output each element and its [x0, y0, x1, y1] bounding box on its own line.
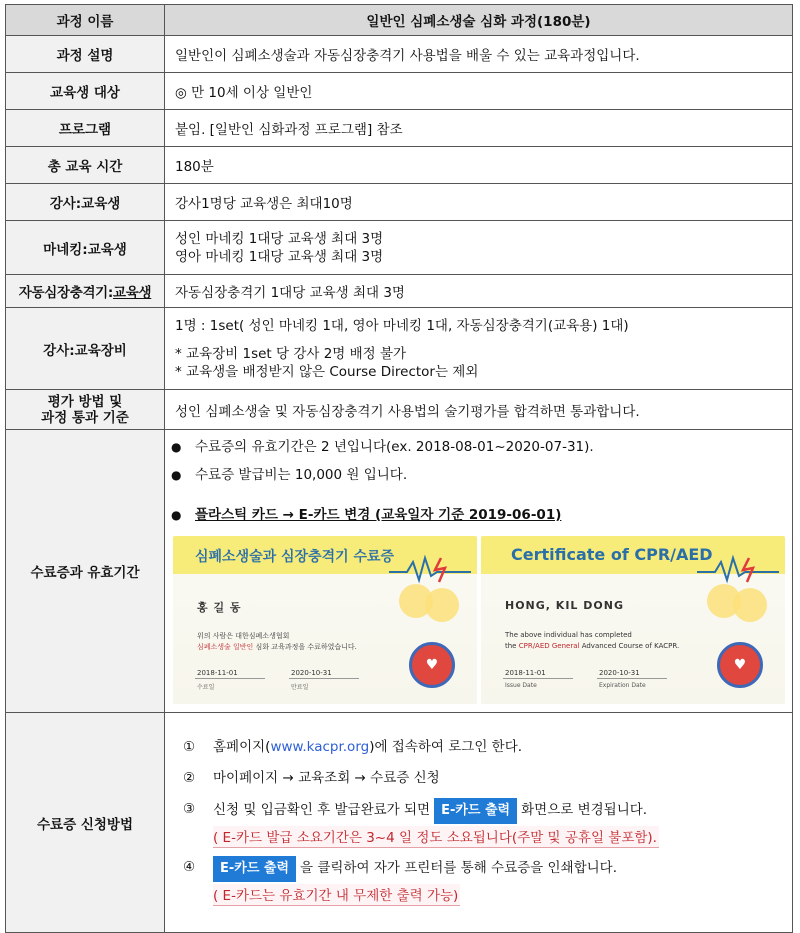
step-number: ② — [183, 769, 196, 786]
equipment-note-1: * 교육장비 1set 당 강사 2명 배정 불가 — [175, 345, 407, 362]
label-program: 프로그램 — [6, 110, 165, 147]
card-holder-name: HONG, KIL DONG — [505, 599, 624, 612]
step-3 — [183, 798, 792, 824]
header-row — [6, 5, 793, 36]
value-evaluation: 성인 심폐소생술 및 자동심장충격기 사용법의 술기평가를 합격하면 통과합니다. — [165, 390, 793, 430]
row-instructor-ratio — [6, 184, 793, 221]
step-3-post: 화면으로 변경됩니다. — [521, 801, 648, 818]
value-instructor-ratio: 강사1명당 교육생은 최대10명 — [165, 184, 793, 221]
note-unlimited-print-text: ( E-카드는 유효기간 내 무제한 출력 가능) — [213, 884, 460, 906]
card-issue-date: 2018-11-01 — [505, 669, 546, 677]
course-info-table — [5, 4, 793, 933]
label-target: 교육생 대상 — [6, 73, 165, 110]
ecard-print-button[interactable]: E-카드 출력 — [213, 856, 296, 882]
manikin-infant-line: 영아 마네킹 1대당 교육생 최대 3명 — [175, 248, 384, 265]
header-course-name-value: 일반인 심폐소생술 심화 과정(180분) — [165, 5, 793, 36]
value-certificate-application — [165, 713, 793, 933]
value-equipment — [165, 308, 793, 390]
card-expire-caption: 만료일 — [291, 684, 309, 691]
cert-validity-item — [165, 436, 792, 458]
divider — [289, 678, 359, 679]
card-issue-caption: 수료일 — [197, 684, 215, 691]
certificate-image — [173, 536, 785, 704]
step-2-text: 마이페이지 → 교육조회 → 수료증 신청 — [213, 769, 440, 786]
value-manikin-ratio — [165, 221, 793, 275]
value-total-time: 180분 — [165, 147, 793, 184]
value-target: ◎ 만 10세 이상 일반인 — [165, 73, 793, 110]
label-evaluation-line2: 과정 통과 기준 — [41, 409, 129, 426]
bullet-icon: ● — [171, 468, 182, 482]
row-target — [6, 73, 793, 110]
label-course-description: 과정 설명 — [6, 36, 165, 73]
equipment-set-line: 1명 : 1set( 성인 마네킹 1대, 영아 마네킹 1대, 자동심장충격기(교육용) 1대) — [175, 317, 629, 334]
row-total-time — [6, 147, 793, 184]
card-text-rest: Advanced Course of KACPR. — [579, 642, 680, 650]
label-total-time: 총 교육 시간 — [6, 147, 165, 184]
header-course-name-label: 과정 이름 — [6, 5, 165, 36]
label-certificate-application: 수료증 신청방법 — [6, 713, 165, 933]
manikin-adult-line: 성인 마네킹 1대당 교육생 최대 3명 — [175, 230, 384, 247]
card-issue-date: 2018-11-01 — [197, 669, 238, 677]
row-program — [6, 110, 793, 147]
row-certificate — [6, 430, 793, 713]
label-equipment: 강사:교육장비 — [6, 308, 165, 390]
seal-heart-icon: ♥ — [733, 657, 747, 673]
card-text-line1: 위의 사람은 대한심폐소생협회 — [197, 632, 290, 640]
step-4 — [183, 856, 792, 882]
cert-ecard-text: 플라스틱 카드 → E-카드 변경 (교육일자 기준 2019-06-01) — [195, 507, 562, 523]
equipment-note-2: * 교육생을 배정받지 않은 Course Director는 제외 — [175, 363, 479, 380]
divider — [195, 678, 265, 679]
row-manikin-ratio — [6, 221, 793, 275]
card-expire-date: 2020-10-31 — [291, 669, 332, 677]
certificate-card-english — [481, 536, 785, 704]
row-aed-ratio — [6, 275, 793, 308]
row-certificate-application — [6, 713, 793, 933]
kacpr-website-link[interactable]: www.kacpr.org — [270, 738, 370, 755]
divider — [597, 678, 667, 679]
card-text-line2 — [505, 642, 679, 650]
heart-graphic-icon — [707, 582, 771, 622]
cert-fee-item — [165, 464, 792, 486]
bullet-icon: ● — [171, 440, 182, 454]
kacpr-seal-icon — [717, 642, 763, 688]
label-aed-prefix: 자동심장충격기: — [18, 285, 114, 301]
card-holder-name: 홍 길 동 — [197, 601, 242, 614]
heartbeat-icon — [389, 554, 471, 584]
certificate-card-korean — [173, 536, 477, 704]
step-1-post: )에 접속하여 로그인 한다. — [369, 738, 523, 755]
bullet-icon: ● — [171, 508, 182, 522]
step-3-pre: 신청 및 입금확인 후 발급완료가 되면 — [213, 801, 431, 818]
label-aed-underlined: 교육생 — [113, 285, 152, 301]
label-certificate: 수료증과 유효기간 — [6, 430, 165, 713]
heart-shape — [733, 588, 767, 622]
step-1-pre: 홈페이지( — [213, 738, 271, 755]
label-evaluation — [6, 390, 165, 430]
card-text-line2 — [197, 642, 357, 652]
value-program: 붙임. [일반인 심화과정 프로그램] 참조 — [165, 110, 793, 147]
card-course-highlight: 심폐소생술 일반인 — [197, 643, 254, 651]
card-expire-caption: Expiration Date — [599, 682, 646, 689]
card-course-highlight: CPR/AED General — [518, 642, 580, 650]
note-issue-period — [183, 826, 792, 848]
note-issue-period-text: ( E-카드 발급 소요기간은 3~4 일 정도 소요됩니다(주말 및 공휴일 불포함). — [213, 826, 659, 848]
application-steps — [165, 718, 792, 928]
card-expire-date: 2020-10-31 — [599, 669, 640, 677]
row-evaluation — [6, 390, 793, 430]
ecard-print-button[interactable]: E-카드 출력 — [434, 798, 517, 824]
kacpr-seal-icon — [409, 642, 455, 688]
value-aed-ratio: 자동심장충격기 1대당 교육생 최대 3명 — [165, 275, 793, 308]
step-4-post: 을 클릭하여 자가 프린터를 통해 수료증을 인쇄합니다. — [300, 859, 617, 876]
value-course-description: 일반인이 심폐소생술과 자동심장충격기 사용법을 배울 수 있는 교육과정입니다. — [165, 36, 793, 73]
label-manikin-ratio: 마네킹:교육생 — [6, 221, 165, 275]
heart-graphic-icon — [399, 582, 463, 622]
card-title: Certificate of CPR/AED — [511, 545, 713, 564]
heart-shape — [425, 588, 459, 622]
card-issue-caption: Issue Date — [505, 682, 537, 689]
value-certificate — [165, 430, 793, 713]
seal-heart-icon: ♥ — [425, 657, 439, 673]
card-text-rest: 심화 교육과정을 수료하였습니다. — [253, 643, 357, 651]
label-aed-ratio — [6, 275, 165, 308]
step-number: ④ — [183, 858, 196, 875]
card-title: 심폐소생술과 심장충격기 수료증 — [195, 549, 395, 565]
cert-ecard-item — [165, 504, 792, 526]
divider — [503, 678, 573, 679]
heartbeat-icon — [697, 554, 779, 584]
label-instructor-ratio: 강사:교육생 — [6, 184, 165, 221]
row-equipment — [6, 308, 793, 390]
label-evaluation-line1: 평가 방법 및 — [47, 393, 123, 410]
card-text-line1: The above individual has completed — [505, 631, 632, 639]
step-number: ① — [183, 738, 196, 755]
cert-validity-text: 수료증의 유효기간은 2 년입니다(ex. 2018-08-01~2020-07-31). — [195, 439, 594, 455]
step-1 — [183, 736, 792, 758]
equipment-spacer — [175, 335, 786, 345]
note-unlimited-print — [183, 884, 792, 906]
step-2 — [183, 767, 792, 789]
cert-fee-text: 수료증 발급비는 10,000 원 입니다. — [195, 467, 408, 483]
card-text-pre: the — [505, 642, 519, 650]
row-course-description — [6, 36, 793, 73]
step-number: ③ — [183, 800, 196, 817]
